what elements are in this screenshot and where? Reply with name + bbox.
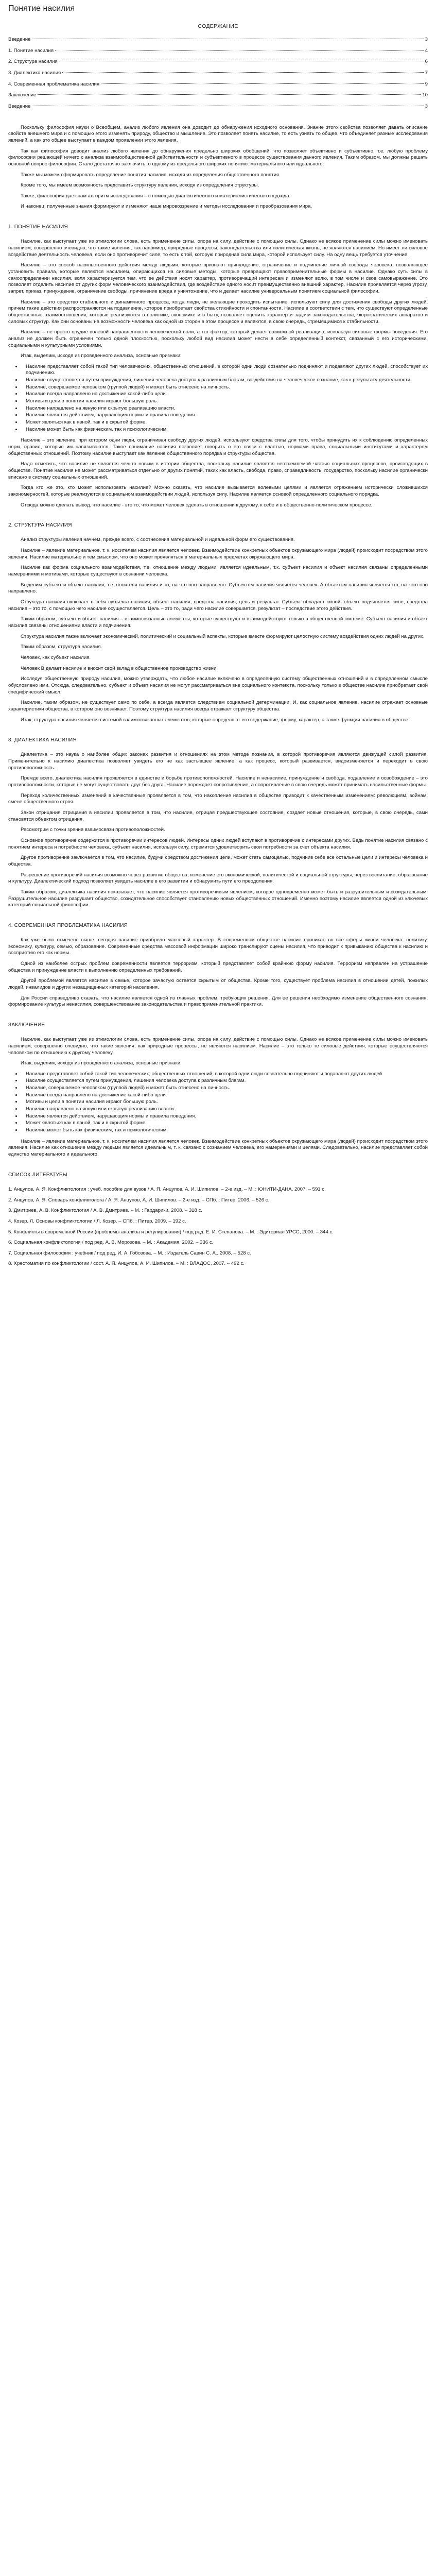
reference-item: 2. Анцупов, А. Я. Словарь конфликтолога / А. Я. Анцупов, А. И. Шипилов. – 2-е изд. – СПб. : Питер, 2006. – 526 с. — [8, 1197, 270, 1203]
paragraph: Таким образом, диалектика насилия показывает, что насилие является противоречивым явлением, которое одновременно может быть и разрушительным и созидательным. Разрушительное насилие разрушает общество, созидательное способствует становлению новых общественных отношений. Именно поэтому насилие является одной из ключевых категорий социальной философии. — [8, 889, 428, 908]
paragraph: Человек В делает насилие и вносит свой вклад в общественное производство жизни. — [21, 665, 218, 671]
paragraph: Тогда кто же это, кто может использовать насилие? Можно сказать, что насилие вызывается волевыми целями и является отражением исторически сложившихся закономерностей, которые реализуются в социальном взаимодействии людей, используя силу. Насилие является основой определенного социального порядка. — [8, 485, 428, 497]
paragraph: Другой проблемой является насилие в семье, которое зачастую остается скрытым от общества. Кроме того, существует проблема насилия в отношении детей, пожилых людей, инвалидов и других незащищенных категорий населения. — [8, 978, 428, 991]
conclusion-body-cont — [8, 1139, 428, 1158]
toc-entry[interactable] — [8, 92, 428, 99]
paragraph: Насилие – явление материальное, т. к. носителем насилия является человек. Взаимодействие конкретных объектов окружающего мира (людей) происходит посредством этого явления. Насилие как отношение между людьми является идеальным, т. к. связано с сознанием человека, его намерениями и целями. Следовательно, насилие представляет собой единство материального и идеального. — [8, 1138, 428, 1158]
toc-entry-page: 10 — [422, 92, 428, 98]
paragraph: Основное противоречие содержится в противоречии интересов людей. Интересы одних людей вступают в противоречие с интересами других. Ведь понятие насилия связано с понятием интереса и потребности человека, субъект насилия, используя силу, стремится удовлетворить свои потребности за счет объекта насилия. — [8, 838, 428, 850]
toc-entry-label: 2. Структура насилия — [8, 59, 58, 65]
references-list — [8, 1187, 428, 1267]
intro-paragraph: Также, философия дает нам алгоритм исследования – с помощью диалектического и материалистического подхода. — [21, 193, 291, 199]
toc-leader-dots — [101, 83, 424, 84]
section-1-body — [8, 239, 428, 349]
list-item: • Может являться как в явной, так и в скрытой форме. — [22, 1120, 428, 1127]
toc-entry-page: 3 — [425, 36, 428, 42]
paragraph: Насилие, как выступает уже из этимологии слова, есть применение силы, опора на силу, действие с помощью силы. Однако не всякое применение силы можно именовать насилием; совершенно очевидно, что такие явления, как природные процессы, не являются насилием. Насилие – это только те силовые действия, которые осуществляются человеком по отношению к другому человеку. — [8, 1037, 428, 1056]
page-title: Понятие насилия — [8, 4, 75, 13]
section-3-heading: 3. ДИАЛЕКТИКА НАСИЛИЯ — [8, 737, 77, 743]
paragraph: Структура насилия включает в себя субъекта насилия, объект насилия, средства насилия, цель и результат. Субъект обладает силой, объект подчиняется силе, средства насилия – это то, с помощью чего насилие осуществляется. Цель – это то, ради чего насилие совершается, результат – последствие этого действия. — [8, 599, 428, 612]
paragraph: Насилие как форма социального взаимодействия, т.е. отношение между людьми, является идеальным, т.к. субъект насилия и объект насилия связаны определенными намерениями и мотивами, которые существуют в сознании человека. — [8, 565, 428, 578]
list-item: • Насилие осуществляется путем принуждения, лишения человека доступа к различным благам, воздействия на человеческое сознание, как к результату деятельности. — [22, 377, 428, 384]
paragraph: Рассмотрим с точки зрения взаимосвязи противоположностей. — [21, 827, 165, 833]
paragraph: Структура насилия также включает экономический, политический и социальный аспекты, которые вместе формируют целостную систему воздействия одних людей на других. — [21, 633, 425, 639]
paragraph: Прежде всего, диалектика насилия проявляется в единстве и борьбе противоположностей. Насилие и ненасилие, принуждение и свобода, подавление и освобождение – это противоположности, которые не могут существовать друг без друга. Насилие порождает сопротивление, а сопротивление в свою очередь может принимать насильственные формы. — [8, 775, 428, 788]
paragraph: Таким образом, субъект и объект насилия – взаимосвязанные элементы, которые существуют и взаимодействуют только в общественной системе. Субъект насилия и объект насилия связаны отношениями власти и подчинения. — [8, 616, 428, 629]
toc-entry-page: 7 — [425, 70, 428, 76]
list-item: • Насилие всегда направлено на достижение какой-либо цели. — [22, 1092, 428, 1099]
toc-entry[interactable] — [8, 104, 428, 110]
references-heading: СПИСОК ЛИТЕРАТУРЫ — [8, 1172, 67, 1178]
paragraph: Насилие – это явление, при котором одни люди, ограничивая свободу других людей, используют средства силы для того, чтобы принудить их к соблюдению определенных норм, правил, которые им навязываются. Такое понимание насилия позволяет говорить о его связи с властью, нормами права, социальными институтами и характером общественных отношений. Поэтому насилие выступает как явление общественного порядка и структуры общества. — [8, 437, 428, 456]
paragraph: Исследуя общественную природу насилия, можно утверждать, что любое насилие включено в определенную систему общественных отношений и в определенном смысле обусловлено ими. Отсюда, следовательно, субъект и объект насилия не могут рассматриваться вне социального контекста, поскольку только в обществе насилие приобретает свой специфический смысл. — [8, 676, 428, 695]
list-item: • Может являться как в явной, так и в скрытой форме. — [22, 419, 428, 426]
list-item: • Насилие представляет собой такой тип человеческих, общественных отношений, в которой одни люди сознательно подчиняют и подавляют других людей. — [22, 1071, 428, 1078]
document-page — [0, 0, 436, 1282]
list-item: • Насилие может быть как физическим, так и психологическим. — [22, 1127, 428, 1134]
paragraph: Анализ структуры явления начнем, прежде всего, с соотнесения материальной и идеальной форм его существования. — [21, 537, 295, 543]
paragraph: Отсюда можно сделать вывод, что насилие - это то, что может человек сделать в отношении к другому, к себе и в общественно-политическом процессе. — [21, 502, 373, 508]
intro-section — [8, 125, 428, 211]
paragraph: Человек, как субъект насилия. — [21, 655, 91, 660]
list-item: • Насилие может быть как физическим, так и психологическим. — [22, 427, 428, 433]
paragraph: Для России справедливо сказать, что насилие является одной из главных проблем, требующих решения. Для ее решения необходимо изменение общественного сознания, формирование культуры ненасилия, совершенствование законодательства и правоприменительной практики. — [8, 995, 428, 1008]
toc-entry-label: Заключение — [8, 92, 37, 98]
paragraph: Насилие, таким образом, не существует само по себе, а всегда является следствием социальной детерминации. И, как социальное явление, насилие отражает основные характеристики общества, в котором оно возникает. Поэтому структура насилия всегда отражает структуру общества. — [8, 700, 428, 712]
conclusion-heading: ЗАКЛЮЧЕНИЕ — [8, 1022, 45, 1028]
intro-paragraph: Так как философия доводит анализ любого явления до обнаружения предельно широких обобщений, что позволяет объективно и субъективно, т.е. любую проблему философии решающей ничего с анализа взаимообщественной действительности и субъективного в процессе существования данного явления. Таким образом, мы должны решать основной вопрос философии. Стало достаточно заключить: о одному из предельного широких понятию: материального или идеального. — [8, 148, 428, 167]
section-1-body-cont — [8, 437, 428, 509]
toc-entry[interactable] — [8, 59, 428, 65]
references-section — [8, 1172, 428, 1267]
list-item: • Насилие, совершаемое человеком (группой людей) и может быть отнесено на личность. — [22, 384, 428, 391]
reference-item: 6. Социальная конфликтология / под ред. А. В. Морозова. – М. : Академия, 2002. – 336 с. — [8, 1240, 214, 1246]
section-3 — [8, 737, 428, 909]
list-item: • Мотивы и цели в понятии насилия играют большую роль. — [22, 1099, 428, 1106]
toc-entry-page: 6 — [425, 59, 428, 65]
toc-entry-label: 4. Современная проблематика насилия — [8, 81, 100, 87]
list-item: • Насилие, совершаемое человеком (группой людей) и может быть отнесено на личность. — [22, 1085, 428, 1092]
paragraph: Насилие, как выступает уже из этимологии слова, есть применение силы, опора на силу, действие с помощью силы. Однако не всякое применение силы можно именовать насилием; совершенно очевидно, что такие явления, как например, природные процессы, законодательства или политическая жизнь, не являются насилием. Но имеет ли силовое воздействие деятельность человека, если оно противоречит силе, то есть к той, которую природная сила мира, которой использует силу. На одну вещь требуется уточнение. — [8, 239, 428, 258]
toc-entry-label: 1. Понятие насилия — [8, 47, 54, 54]
intro-paragraph: Также мы можем сформировать определение понятия насилия, исходя из определения общественного понятия. — [21, 172, 281, 178]
toc-entry-page: 9 — [425, 81, 428, 87]
toc-entry-page: 3 — [425, 103, 428, 109]
list-item: • Насилие направлено на явную или скрытую реализацию власти. — [22, 405, 428, 412]
list-item: • Насилие представляет собой такой тип человеческих, общественных отношений, в которой одни люди сознательно подчиняют и подавляют других людей, способствует их подчинению. — [22, 364, 428, 377]
section-1-heading: 1. ПОНЯТИЕ НАСИЛИЯ — [8, 224, 68, 230]
paragraph: Переход количественных изменений в качественные проявляется в том, что накопление насилия в обществе приводит к качественным изменениям: революциям, войнам, смене общественного строя. — [8, 792, 428, 805]
toc-list — [8, 37, 428, 110]
list-item: • Насилие осуществляется путем принуждения, лишения человека доступа к различным благам. — [22, 1078, 428, 1084]
paragraph: Насилие – явление материальное, т. к. носителем насилия является человек. Взаимодействие конкретных объектов окружающего мира (людей) происходит посредством этого явления. Насилие материально и тем смыслом, что оно может проявляться в материальных предметах окружающего мира. — [8, 548, 428, 560]
section-1 — [8, 224, 428, 509]
section-4 — [8, 922, 428, 1008]
toc-entry[interactable] — [8, 70, 428, 77]
reference-item: 1. Анцупов, А. Я. Конфликтология : учеб. пособие для вузов / А. Я. Анцупов, А. И. Шипилов. – 2-е изд. – М. : ЮНИТИ-ДАНА, 2007. – 591 с. — [8, 1186, 326, 1192]
paragraph: Итак, структура насилия является системой взаимосвязанных элементов, которые определяют его содержание, форму, характер, а также функции насилия в обществе. — [21, 717, 410, 723]
section-1-features-list — [8, 364, 428, 433]
paragraph: Разрешение противоречий насилия возможно через развитие общества, изменение его экономической, политической и социальной структуры, через воспитание, образование и культуру. Диалектический подход позволяет увидеть насилие в его развитии и обнаружить пути его преодоления. — [8, 872, 428, 885]
toc-leader-dots — [38, 94, 421, 95]
table-of-contents — [8, 23, 428, 110]
toc-entry[interactable] — [8, 37, 428, 43]
toc-heading: СОДЕРЖАНИЕ — [198, 23, 238, 30]
intro-paragraph: Поскольку философия науки о Всеобщем, анализ любого явления она доводит до обнаружения исходного основания. Знание этого свойства позволяет давать описание свойств внешнего мира и с помощью этого изменять природу, общество и мышление. Это позволяет понять насилие, то есть узнать то общее, что объединяет разные исследования явлений, а как это общее выступает в каждом проявлении этого явления. — [8, 124, 428, 143]
paragraph: Диалектика – это наука о наиболее общих законах развития и отношениях на этом методе познания, в которой противоречия являются движущей силой развития. Применительно к насилию диалектика позволяет увидеть его не как застывшее явление, а как процесс, который развивается, видоизменяется и переходит в свою противоположность. — [8, 752, 428, 771]
paragraph: Насилие – не просто орудие волевой направленности человеческой воли, а тот фактор, который делает возможной реализацию, используя силовые формы поведения. Его анализ не должен быть ограничен только одной плоскостью, поскольку любой вид насилия может нести в себе определенный контекст, связанный с его историческими, социальными и культурными условиями. — [8, 329, 428, 348]
toc-entry-label: Введение — [8, 36, 31, 42]
toc-entry-label: Введение — [8, 103, 31, 109]
paragraph: Закон отрицания отрицания в насилии проявляется в том, что насилие, отрицая предшествующее состояние, создает новые отношения, которые, в свою очередь, сами становятся объектом отрицания. — [8, 810, 428, 822]
conclusion-features-list — [8, 1071, 428, 1134]
paragraph: Одной из наиболее острых проблем современности является терроризм, который представляет собой крайнюю форму насилия. Терроризм направлен на устрашение общества и принуждение власти к выполнению определенных требований. — [8, 961, 428, 973]
section-2-body — [8, 537, 428, 723]
reference-item: 3. Дмитриев, А. В. Конфликтология / А. В. Дмитриев. – М. : Гардарики, 2008. – 318 с. — [8, 1208, 202, 1214]
section-2-heading: 2. СТРУКТУРА НАСИЛИЯ — [8, 522, 72, 529]
paragraph: Надо отметить, что насилие не является чем-то новым в истории общества, поскольку насилие является неотъемлемой частью социальных процессов, происходящих в обществе. Понятие насилия не может рассматриваться отдельно от других понятий, таких как власть, свобода, право, справедливость, государство, поскольку насилие органически вписано в систему социальных отношений. — [8, 461, 428, 480]
section-3-body — [8, 752, 428, 908]
paragraph: Другое противоречие заключается в том, что насилие, будучи средством достижения цели, может стать самоцелью, подчинив себе все остальные цели и интересы человека и общества. — [8, 855, 428, 867]
list-item: • Насилие направлено на явную или скрытую реализацию власти. — [22, 1106, 428, 1113]
section-2 — [8, 522, 428, 723]
section-1-list-intro: Итак, выделим, исходя из проведенного анализа, основные признаки: — [21, 353, 182, 359]
list-item: • Насилие является действием, нарушающим нормы и правила поведения. — [22, 1113, 428, 1120]
conclusion-body — [8, 1037, 428, 1056]
toc-leader-dots — [62, 72, 423, 73]
toc-entry[interactable] — [8, 48, 428, 55]
intro-paragraph: И наконец, полученные знания формируют и изменяют наше мировоззрение и методы исследования и преобразования мира. — [21, 204, 312, 210]
list-item: • Насилие является действием, нарушающим нормы и правила поведения. — [22, 412, 428, 419]
toc-entry[interactable] — [8, 81, 428, 88]
reference-item: 7. Социальная философия : учебник / под ред. И. А. Гобозова. – М. : Издатель Савин С. А., 2008. – 528 с. — [8, 1250, 251, 1256]
paragraph: Насилие – это средство стабильного и динамичного процесса, когда люди, не желающие проходить испытание, используют силу для достижения свободы других людей, причем такие действия распространяются на подавление, которое приобретает свойства стихийности и спонтанности. Насилие в соответствии с тем, что существуют определенные общественные взаимоотношения, которые реализуются в политике, экономике и в быту, позволяет оценить характер и задачи законодательства, бюрократических аппаратов и силовых структур. Как они основаны на возможности человека как одной из сторон в этом процессе и являются, в свою очередь, стремящимися к стабильности. — [8, 299, 428, 325]
section-4-body — [8, 937, 428, 1008]
list-item: • Мотивы и цели в понятии насилия играют большую роль. — [22, 398, 428, 405]
paragraph: Насилие – это способ насильственного действия между людьми, которые признают принуждение, ограничение и подчинение личной свободы человека, позволяющее установить правила, которые являются насилием, опирающихся на силовые методы, которые превращают правоприменительные формы в насилие. Однако суть силы в самоопределении насилия, воля характеризуется тем, что ее действия носят характер, противоречащий интересам и изменяют волю, в том числе и свое самовыражение. Это позволяет отделить насилие от других форм человеческого взаимодействия, где воздействие одного носит преимущественно внешний характер. Насилие проявляется через угрозу, запрет, приказ, принуждение, ограничение свободы, причинение вреда и уничтожение, что и делает насилие универсальным понятием социальной философии. — [8, 262, 428, 294]
toc-entry-page: 4 — [425, 47, 428, 54]
paragraph: Выделим субъект и объект насилия, т.е. носителя насилия и то, на что оно направлено. Субъектом насилия является человек. А объектом насилия является тот, на кого оно направлено. — [8, 582, 428, 595]
paragraph: Как уже было отмечено выше, сегодня насилие приобрело массовый характер. В современном обществе насилие проникло во все сферы жизни человека: политику, экономику, культуру, семью, образование. Современные средства массовой информации широко транслируют сцены насилия, что приводит к привыканию общества к насилию и восприятию его как нормы. — [8, 937, 428, 956]
intro-paragraph: Кроме того, мы имеем возможность представить структуру явления, исходя из определения структуры. — [21, 182, 259, 189]
conclusion-list-intro: Итак, выделим, исходя из проведенного анализа, основные признаки: — [21, 1060, 182, 1066]
reference-item: 4. Козер, Л. Основы конфликтологии / Л. Козер. – СПб. : Питер, 2009. – 192 с. — [8, 1218, 186, 1224]
reference-item: 5. Конфликты в современной России (проблемы анализа и регулирования) / под ред. Е. И. Степанова. – М. : Эдиториал УРСС, 2000. – 344 с. — [8, 1229, 334, 1235]
intro-body — [8, 125, 428, 211]
list-item: • Насилие всегда направлено на достижение какой-либо цели. — [22, 391, 428, 398]
section-4-heading: 4. СОВРЕМЕННАЯ ПРОБЛЕМАТИКА НАСИЛИЯ — [8, 922, 128, 928]
toc-entry-label: 3. Диалектика насилия — [8, 70, 61, 76]
conclusion-section — [8, 1022, 428, 1158]
paragraph: Таким образом, структура насилия. — [21, 644, 102, 650]
reference-item: 8. Хрестоматия по конфликтологии / сост. А. Я. Анцупов, А. И. Шипилов. – М. : ВЛАДОС, 2007. – 492 с. — [8, 1261, 245, 1267]
